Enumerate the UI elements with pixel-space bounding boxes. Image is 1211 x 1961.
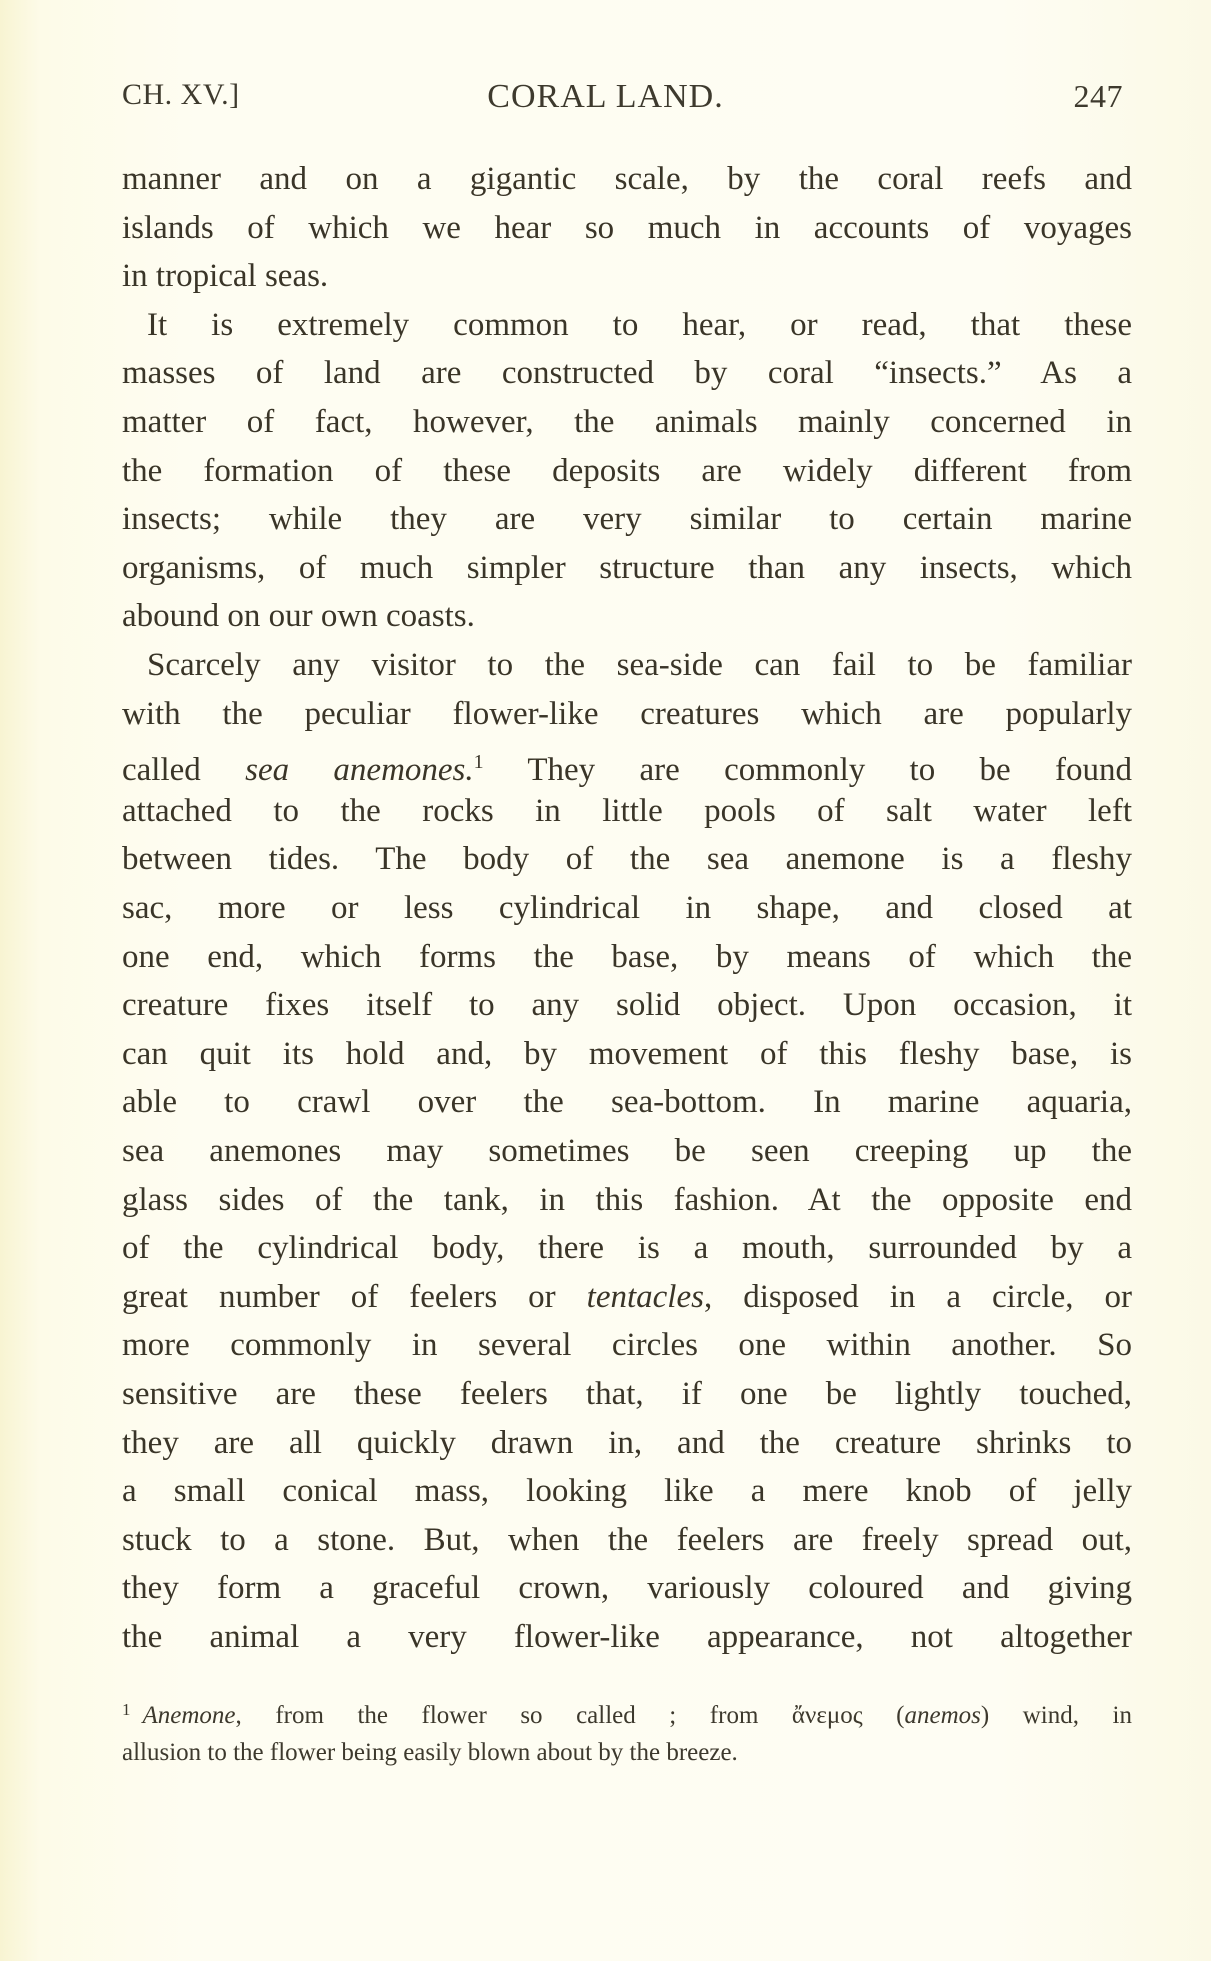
text-line: a small conical mass, looking like a mere knob of jelly <box>122 1473 1132 1510</box>
text-line: more commonly in several circles one within another. So <box>122 1327 1132 1364</box>
footnote-text-end: ) wind, in <box>980 1702 1132 1729</box>
text-line <box>122 1273 1132 1321</box>
footnote-reference: 1 <box>473 751 484 774</box>
text-line: sensitive are these feelers that, if one be lightly touched, <box>122 1376 1132 1412</box>
text-line: glass sides of the tank, in this fashion. At the opposite end <box>122 1181 1132 1218</box>
text-line: in tropical seas. <box>122 258 329 295</box>
text-line: one end, which forms the base, by means of which the <box>122 938 1132 975</box>
text-line: abound on our own coasts. <box>122 598 475 635</box>
footnote-line-2: allusion to the flower being easily blown about by the breeze. <box>122 1739 738 1766</box>
text-line: creature fixes itself to any solid object. Upon occasion, it <box>122 987 1132 1024</box>
footnote-term: Anemone <box>142 1702 236 1729</box>
footnote-transliteration: anemos <box>904 1702 981 1729</box>
text-line: islands of which we hear so much in accounts of voyages <box>122 209 1132 246</box>
text-line: sac, more or less cylindrical in shape, and closed at <box>122 890 1132 926</box>
text-line: of the cylindrical body, there is a mouth, surrounded by a <box>122 1230 1132 1267</box>
text-line: the formation of these deposits are widely different from <box>122 452 1132 489</box>
footnote-marker: 1 <box>122 1700 131 1719</box>
text-line: the animal a very flower-like appearance, not altogether <box>122 1619 1132 1655</box>
italic-term: tentacles <box>586 1278 704 1315</box>
footnote-text: , from the flower so called ; from ἄνεμος ( <box>235 1702 905 1729</box>
text-line: can quit its hold and, by movement of this fleshy base, is <box>122 1035 1132 1072</box>
text-line: they are all quickly drawn in, and the creature shrinks to <box>122 1424 1132 1461</box>
text-line: able to crawl over the sea-bottom. In marine aquaria, <box>122 1084 1132 1121</box>
text-line: insects; while they are very similar to certain marine <box>122 501 1132 538</box>
text-segment: called <box>122 752 246 789</box>
text-segment: , disposed in a circle, or <box>703 1278 1133 1315</box>
text-line: masses of land are constructed by coral “insects.” As a <box>122 355 1132 392</box>
text-line: sea anemones may sometimes be seen creeping up the <box>122 1133 1132 1169</box>
footnote-line-1 <box>122 1692 1132 1734</box>
text-line: manner and on a gigantic scale, by the coral reefs and <box>122 161 1132 197</box>
page-number: 247 <box>1073 78 1123 114</box>
text-line: between tides. The body of the sea anemone is a fleshy <box>122 841 1132 878</box>
italic-term: sea anemones. <box>245 752 474 789</box>
text-line: with the peculiar flower-like creatures which are popularly <box>122 695 1132 732</box>
text-line <box>122 738 1132 789</box>
text-line: they form a graceful crown, variously coloured and giving <box>122 1570 1132 1607</box>
text-line: stuck to a stone. But, when the feelers are freely spread out, <box>122 1521 1132 1558</box>
text-line: organisms, of much simpler structure than any insects, which <box>122 549 1132 586</box>
text-line: Scarcely any visitor to the sea-side can fail to be familiar <box>147 647 1132 683</box>
text-segment: great number of feelers or <box>122 1278 587 1315</box>
text-line: matter of fact, however, the animals mainly concerned in <box>122 404 1132 440</box>
text-line: attached to the rocks in little pools of salt water left <box>122 792 1132 829</box>
running-header-chapter: CH. XV.] <box>122 78 240 111</box>
text-line: It is extremely common to hear, or read, that these <box>147 306 1132 343</box>
text-segment: They are commonly to be found <box>483 752 1132 789</box>
running-header-title: CORAL LAND. <box>487 78 724 115</box>
